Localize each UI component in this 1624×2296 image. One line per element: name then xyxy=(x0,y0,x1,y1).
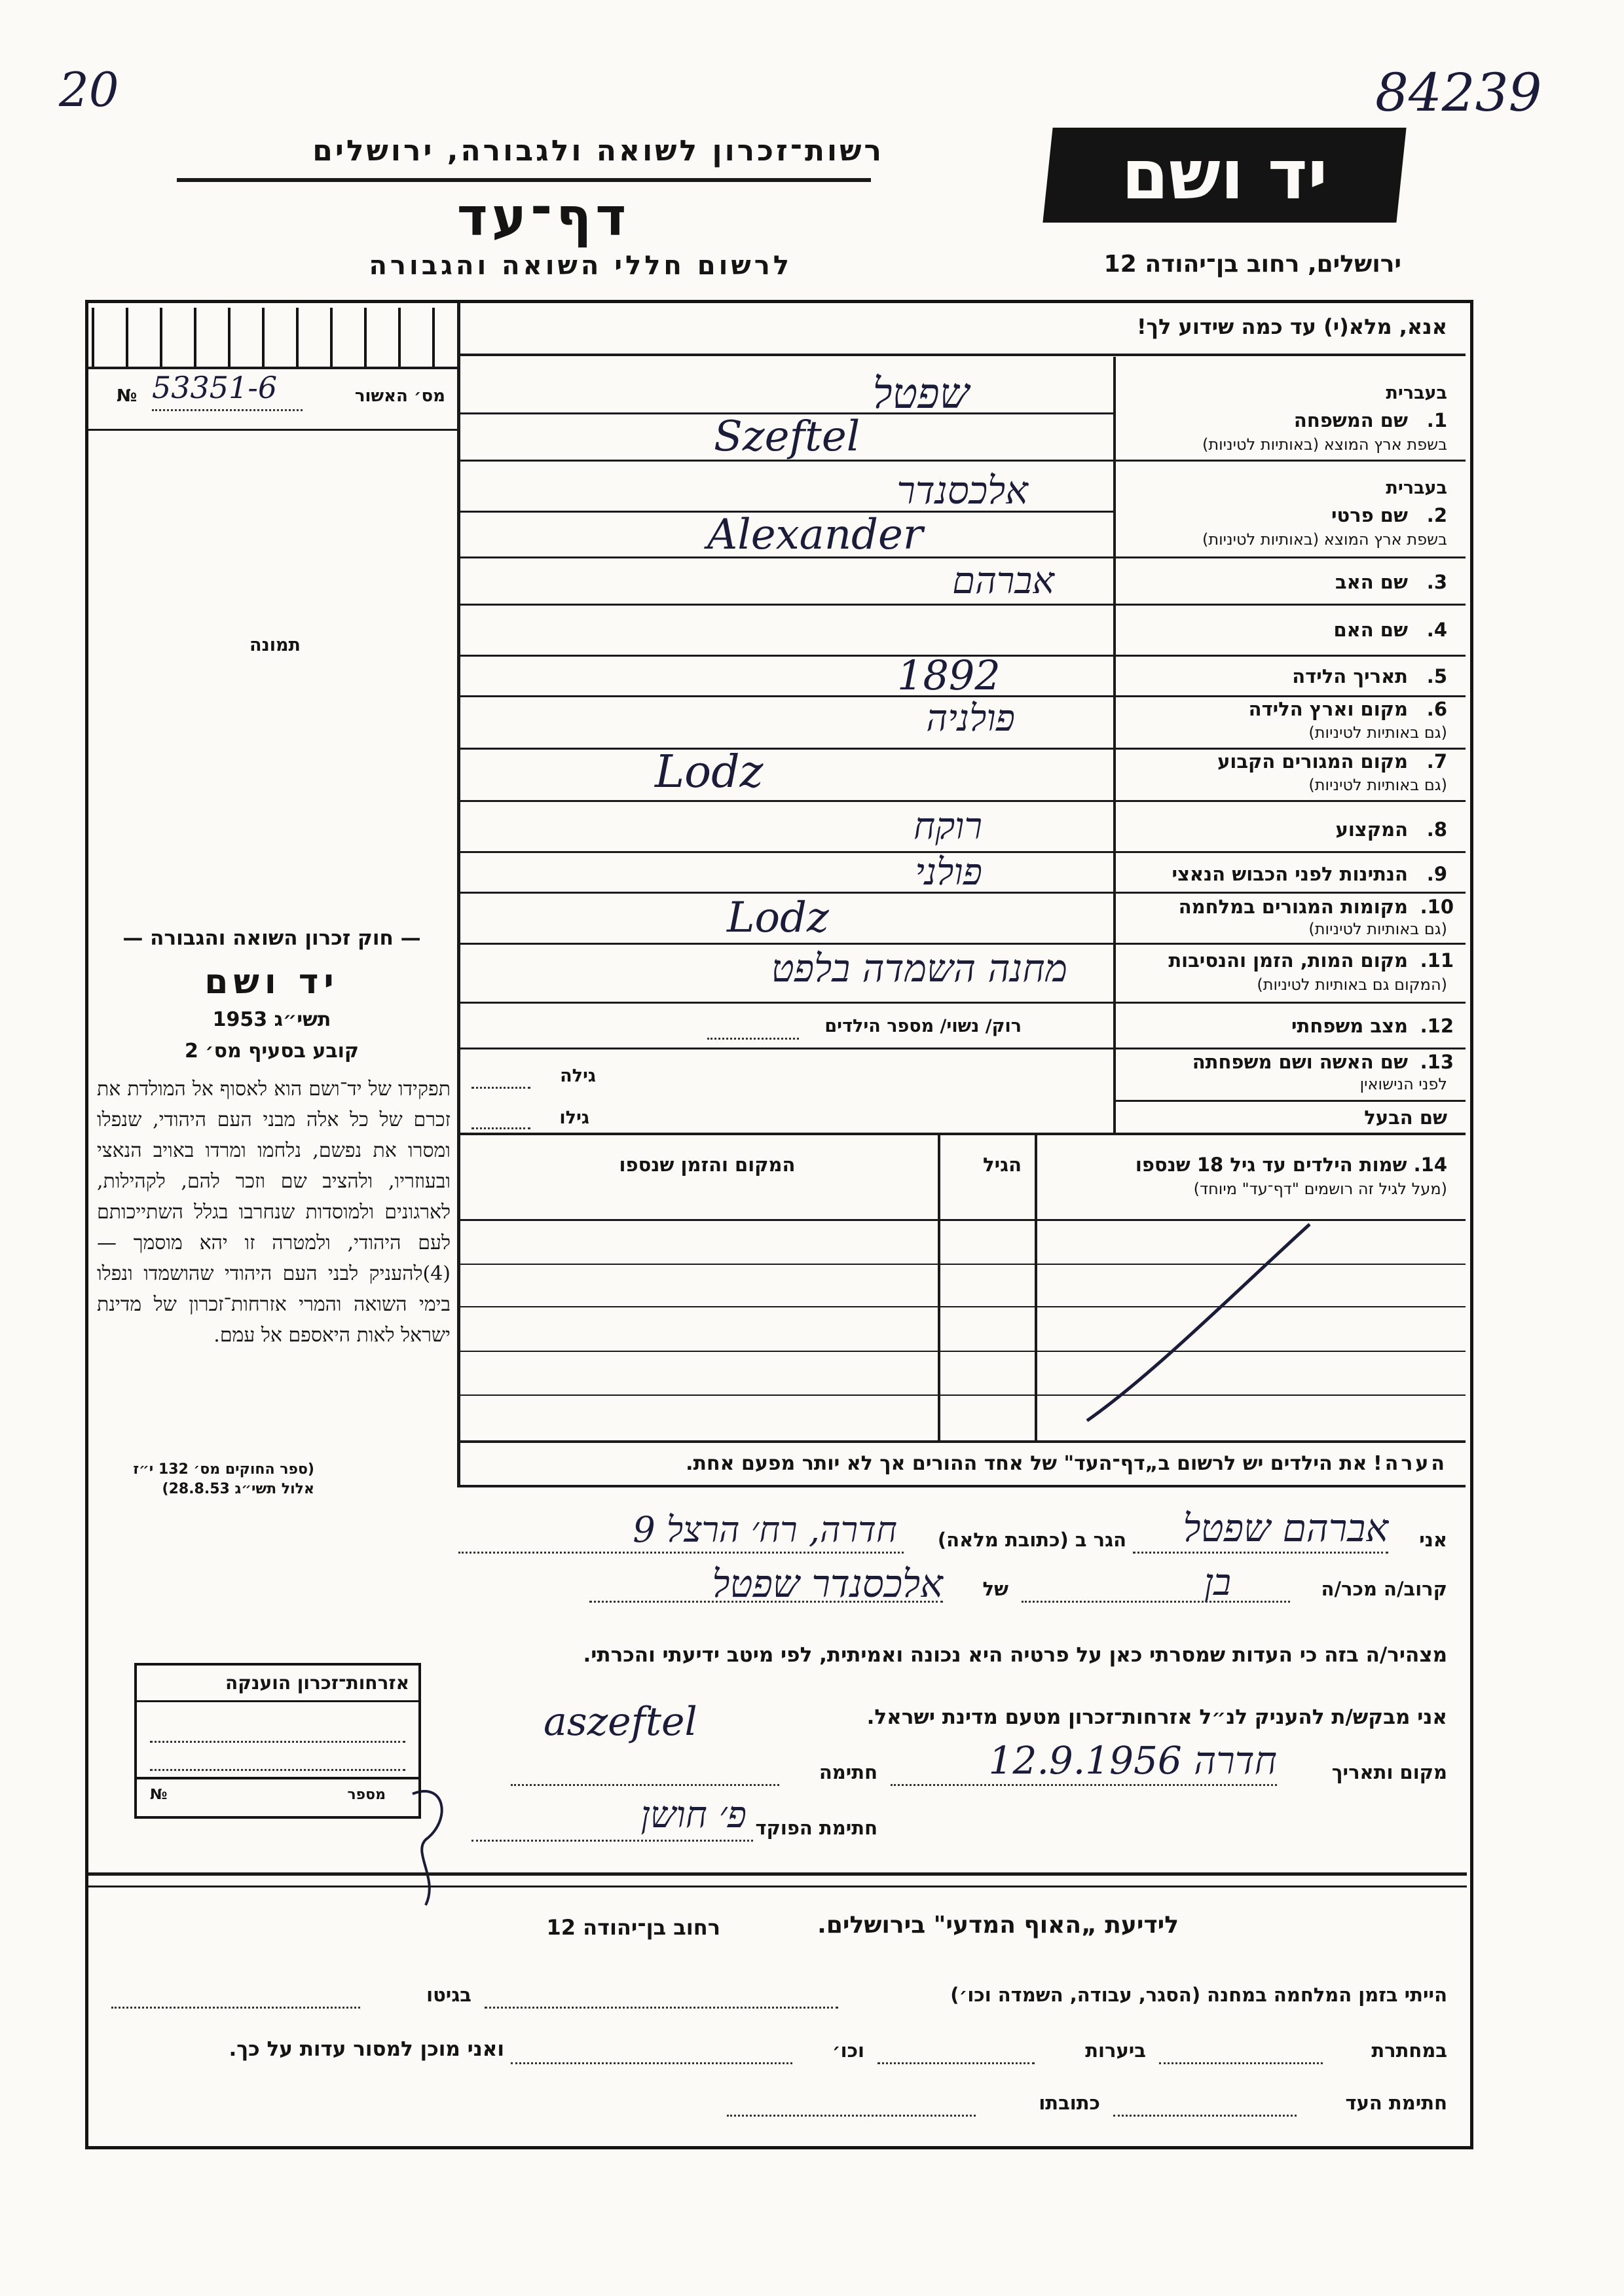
authority-underline xyxy=(177,178,871,182)
corner-number-left: 20 xyxy=(59,62,119,117)
field-5-value: 1892 xyxy=(897,651,1001,699)
law-name: יד ושם xyxy=(204,962,339,1002)
value-line-5 xyxy=(460,695,1113,697)
field-9-value: פולני xyxy=(915,851,982,894)
law-reference: (ספר החוקים מס׳ 132 י״ז אלול תשי״ג 28.8.53) xyxy=(133,1461,314,1497)
tear-underground-field xyxy=(1159,2062,1323,2064)
field-13-label: שם האשה ושם משפחתה xyxy=(1192,1051,1408,1073)
form-title: דף־עד xyxy=(456,187,631,247)
row-sep-4 xyxy=(1116,655,1466,657)
stamp-box-number-prefix: № xyxy=(150,1787,168,1803)
field-11-sub: (המקום גם באותיות לטיניות) xyxy=(1257,975,1447,994)
stamp-box-line-1 xyxy=(150,1741,405,1743)
law-title: — חוק זכרון השואה והגבורה — xyxy=(122,926,421,950)
photo-label: תמונה xyxy=(249,635,301,655)
field-11-value: מחנה השמדה בלפט xyxy=(771,946,1067,991)
note-label: הערה! xyxy=(1373,1452,1447,1475)
law-text: תפקידו של יד־ושם הוא לאסוף אל המולדת את זכרם של כל אלה מבני העם היהודי, שנפלו ומסרו את נפשם, נלחמו ומרדו באויב הנאצי ובעוזריו, ולהציב שם וזכר להם, לקהילות, לארגונים ולמוסדות שנחרבו בגלל השתייכותם לעם היהודי, ולמטרה זו יהא מוסמך — (4)להעניק לבני העם היהודי שהושמדו ונפלו בימי השואה והמרי אזרחות־זכרון של מדינת ישראל לאות היאספם אל עמם. xyxy=(97,1078,451,1347)
field-1-value-hebrew: שפטל xyxy=(872,370,969,418)
tear-ready: ואני מוכן למסור עדות על כך. xyxy=(229,2037,504,2061)
row-sep-9 xyxy=(1116,892,1466,894)
tear-witness-sig: חתימת העד xyxy=(1345,2092,1447,2114)
field-3-value: אברהם xyxy=(952,560,1054,602)
decl-signature-value: aszeftel xyxy=(544,1699,697,1745)
field-13-age-label: גילה xyxy=(560,1066,596,1086)
children-col-age: הגיל xyxy=(983,1154,1022,1176)
decl-place-date: מקום ותאריך xyxy=(1331,1761,1447,1783)
tear-address-label: כתובתו xyxy=(1039,2092,1100,2114)
tear-line1-field xyxy=(485,2007,838,2009)
decl-officer-line xyxy=(471,1840,753,1842)
stamp-box-line-2 xyxy=(150,1769,405,1771)
stamp-box-title: אזרחות־זכרון הוענקה xyxy=(137,1666,418,1702)
approval-prefix: № xyxy=(117,386,138,406)
husband-label: שם הבעל xyxy=(1364,1106,1447,1129)
tear-etc: וכו׳ xyxy=(832,2039,864,2062)
decl-resides-line xyxy=(458,1552,904,1554)
row-sep-13 xyxy=(1116,1100,1466,1102)
field-1-label: שם המשפחה xyxy=(1293,409,1408,431)
decl-officer-value: פ׳ חושן xyxy=(640,1794,747,1836)
decl-of-line xyxy=(589,1601,943,1603)
tear-ghetto-field xyxy=(111,2007,360,2009)
field-6-sub: (גם באותיות לטיניות) xyxy=(1308,723,1447,742)
logo-block xyxy=(1043,128,1406,223)
intro-text: אנא, מלא(י) עד כמה שידוע לך! xyxy=(1136,314,1447,339)
decl-signature: חתימה xyxy=(819,1761,877,1783)
children-bottom xyxy=(460,1440,1466,1443)
note-text: את הילדים יש לרשום ב„דף־העד" של אחד ההורים אך לא יותר מפעם אחת. xyxy=(686,1452,1367,1475)
field-8-label: המקצוע xyxy=(1335,818,1408,841)
field-7-label: מקום המגורים הקבוע xyxy=(1217,750,1408,773)
row-sep-10 xyxy=(1116,943,1466,945)
tear-forests: ביערות xyxy=(1085,2039,1146,2062)
field-7-sub: (גם באותיות לטיניות) xyxy=(1308,776,1447,794)
value-line-10 xyxy=(460,943,1113,945)
decl-ani: אני xyxy=(1419,1529,1447,1551)
field-3-label: שם האב xyxy=(1335,571,1408,593)
approval-line xyxy=(152,409,303,411)
field-13-sub: לפני הנישואין xyxy=(1359,1075,1447,1093)
law-clause: קובע בסעיף מס׳ 2 xyxy=(184,1040,360,1063)
note-bottom xyxy=(460,1485,1466,1487)
field-2-value-hebrew: אלכסנדר xyxy=(896,468,1028,513)
field-12-number: 12. xyxy=(1420,1015,1454,1037)
decl-resides-value: חדרה, רח׳ הרצל 9 xyxy=(633,1509,897,1550)
children-label: 14. שמות הילדים עד גיל 18 שנספו xyxy=(1135,1154,1447,1176)
row-sep-8 xyxy=(1116,851,1466,853)
law-year: תשי״ג 1953 xyxy=(212,1008,331,1031)
value-line-6 xyxy=(460,748,1113,750)
decl-ani-value: אברהם שפטל xyxy=(1183,1506,1388,1550)
field-12-value: רוק/ נשוי/ מספר הילדים xyxy=(824,1016,1022,1036)
tear-heading: לידיעת „האוף המדעי" בירושלים. xyxy=(817,1912,1179,1939)
note-row xyxy=(471,1452,1447,1475)
row-sep-12 xyxy=(1116,1048,1466,1049)
row-sep-7 xyxy=(1116,800,1466,802)
children-sub: (מעל לגיל זה רושמים "דף־עד" מיוחד) xyxy=(1193,1180,1447,1198)
field-13-age-line xyxy=(471,1087,530,1089)
field-1-he-tag: בעברית xyxy=(1386,383,1447,403)
tear-etc-field xyxy=(511,2062,792,2064)
field-8-value: רוקח xyxy=(913,805,982,848)
approval-label: מס׳ האשור xyxy=(354,386,445,406)
decl-resides: הגר ב (כתובת מלאה) xyxy=(937,1529,1126,1551)
field-5-number: 5. xyxy=(1426,665,1447,687)
children-col-place: המקום והזמן שנספו xyxy=(619,1154,796,1176)
row-sep-11 xyxy=(1116,1002,1466,1004)
tear-witness-sig-field xyxy=(1113,2115,1297,2117)
tear-ghetto: בגיטו xyxy=(426,1984,471,2006)
row-sep-6 xyxy=(1116,748,1466,750)
field-6-label: מקום וארץ הלידה xyxy=(1248,698,1408,720)
stamp-box-sep xyxy=(137,1777,418,1779)
field-6-value: פולניה xyxy=(926,697,1015,740)
field-6-number: 6. xyxy=(1426,698,1447,720)
field-7-number: 7. xyxy=(1426,750,1447,773)
field-1-value-latin: Szeftel xyxy=(714,412,860,461)
decl-request: אני מבקש/ת להעניק לנ״ל אזרחות־זכרון מטעם מדינת ישראל. xyxy=(866,1705,1447,1729)
value-line-12 xyxy=(460,1048,1113,1049)
tear-off-top xyxy=(88,1872,1467,1876)
decl-relation-value: בן xyxy=(1204,1561,1231,1604)
value-line-11 xyxy=(460,1002,1113,1004)
tear-off-top-2 xyxy=(88,1886,1467,1887)
row-sep-2 xyxy=(1116,556,1466,558)
decl-place-date-line xyxy=(891,1784,1277,1786)
field-5-label: תאריך הלידה xyxy=(1292,665,1408,687)
row-sep-1 xyxy=(1116,460,1466,462)
left-column-divider xyxy=(457,302,460,1487)
stamp-box-number-label: מספר xyxy=(347,1787,386,1803)
tick-boxes-bottom xyxy=(88,367,458,369)
field-12-children-line xyxy=(707,1038,799,1040)
field-10-label: מקומות המגורים במלחמה xyxy=(1178,896,1408,918)
field-10-sub: (גם באותיות לטיניות) xyxy=(1308,920,1447,938)
intro-underline xyxy=(460,354,1466,356)
husband-age-line xyxy=(471,1127,530,1129)
value-line-13 xyxy=(460,1133,1466,1135)
value-line-4 xyxy=(460,655,1113,657)
tear-address-field xyxy=(727,2115,976,2117)
field-4-label: שם האם xyxy=(1333,619,1408,641)
decl-relation-line xyxy=(1022,1601,1290,1603)
field-12-label: מצב משפחתי xyxy=(1291,1015,1408,1037)
field-8-number: 8. xyxy=(1426,818,1447,841)
field-9-label: הנתינות לפני הכבוש הנאצי xyxy=(1172,863,1408,885)
field-13-number: 13. xyxy=(1420,1051,1454,1073)
labels-divider xyxy=(1113,357,1116,1133)
field-2-number: 2. xyxy=(1426,504,1447,526)
row-sep-5 xyxy=(1116,695,1466,697)
decl-of-value: אלכסנדר שפטל xyxy=(712,1561,943,1606)
decl-relation: קרוב/ה מכר/ה xyxy=(1321,1578,1447,1600)
field-3-number: 3. xyxy=(1426,571,1447,593)
tear-underground: במחתרת xyxy=(1371,2039,1447,2062)
field-4-number: 4. xyxy=(1426,619,1447,641)
field-11-label: מקום המות, הזמן והנסיבות xyxy=(1168,949,1408,972)
approval-bottom xyxy=(88,429,458,431)
field-2-he-tag: בעברית xyxy=(1386,478,1447,498)
field-1-sub: בשפת ארץ המוצא (באותיות לטיניות) xyxy=(1202,435,1447,454)
field-2-sub: בשפת ארץ המוצא (באותיות לטיניות) xyxy=(1202,530,1447,549)
husband-age-label: גילו xyxy=(559,1108,589,1128)
decl-officer-signature: חתימת הפוקד xyxy=(755,1817,877,1839)
value-line-3 xyxy=(460,604,1113,606)
header-address: ירושלים, רחוב בן־יהודה 12 xyxy=(1103,251,1401,278)
children-cross-mark xyxy=(1074,1211,1323,1434)
row-sep-3 xyxy=(1116,604,1466,606)
tear-forests-field xyxy=(877,2062,1035,2064)
stamp-box xyxy=(134,1663,421,1819)
field-11-number: 11. xyxy=(1420,949,1454,972)
logo-text: יד ושם xyxy=(1121,135,1328,215)
field-2-value-latin: Alexander xyxy=(707,511,923,559)
decl-statement: מצהיר/ה בזה כי העדות שמסרתי כאן על פרטיה היא נכונה ואמיתית, לפי מיטב ידיעתי והכרתי. xyxy=(583,1643,1447,1667)
approval-number: 53351-6 xyxy=(152,370,278,405)
field-10-value: Lodz xyxy=(727,894,829,942)
field-2-label: שם פרטי xyxy=(1331,504,1408,526)
field-7-value: Lodz xyxy=(655,746,764,798)
decl-place-date-value: חדרה 12.9.1956 xyxy=(988,1738,1277,1783)
authority-name: רשות־זכרון לשואה ולגבורה, ירושלים xyxy=(312,134,884,168)
field-9-number: 9. xyxy=(1426,863,1447,885)
value-line-7 xyxy=(460,800,1113,802)
decl-ani-line xyxy=(1133,1552,1388,1554)
field-10-number: 10. xyxy=(1420,896,1454,918)
tear-line1: הייתי בזמן המלחמה במחנה (הסגר, עבודה, השמדה וכו׳) xyxy=(950,1984,1447,2006)
tick-boxes xyxy=(92,308,455,367)
tear-address: רחוב בן־יהודה 12 xyxy=(546,1915,720,1940)
decl-signature-line xyxy=(511,1784,779,1786)
decl-of: של xyxy=(982,1578,1008,1600)
corner-number-right: 84239 xyxy=(1375,62,1542,123)
field-1-number: 1. xyxy=(1426,409,1447,431)
form-subtitle: לרשום חללי השואה והגבורה xyxy=(369,251,792,281)
